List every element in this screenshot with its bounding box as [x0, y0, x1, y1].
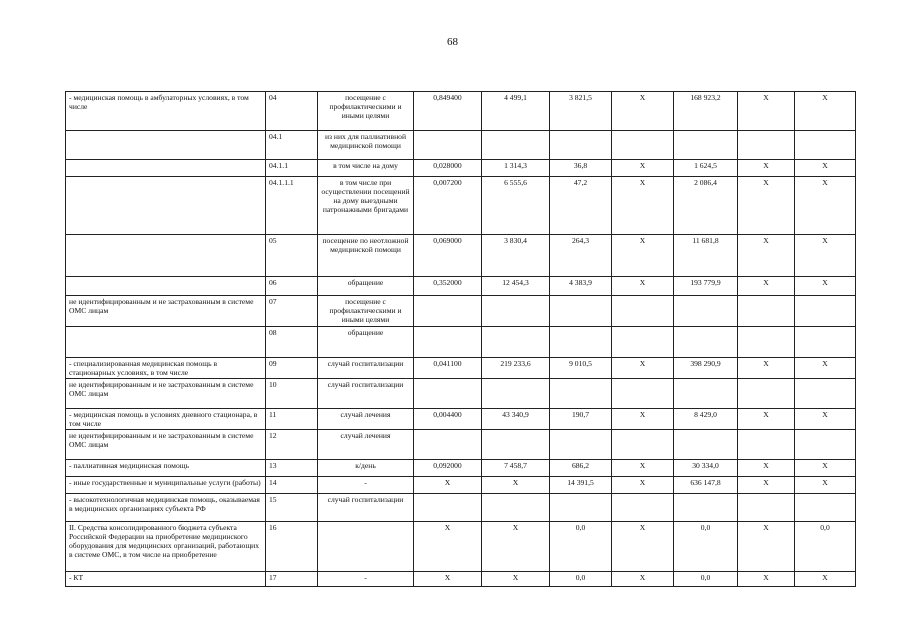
row-code: 04.1 — [266, 131, 318, 160]
row-value-2: 12 454,3 — [482, 277, 550, 296]
row-value-5 — [674, 131, 738, 160]
row-value-6: X — [738, 358, 795, 379]
row-code: 06 — [266, 277, 318, 296]
row-code: 10 — [266, 379, 318, 409]
row-value-3: 3 821,5 — [550, 92, 612, 131]
row-value-6: X — [738, 460, 795, 477]
row-value-4: X — [612, 477, 674, 494]
row-name: - специализированная медицинская помощь в стационарных условиях, в том числе — [66, 358, 266, 379]
row-unit: случай госпитализации — [318, 494, 414, 522]
row-value-4: X — [612, 358, 674, 379]
row-value-1 — [414, 430, 482, 460]
row-value-5: 636 147,8 — [674, 477, 738, 494]
row-value-6: X — [738, 277, 795, 296]
row-value-1: 0,069000 — [414, 235, 482, 277]
row-code: 04.1.1 — [266, 160, 318, 177]
row-value-6: X — [738, 160, 795, 177]
row-value-1: 0,028000 — [414, 160, 482, 177]
row-name — [66, 177, 266, 235]
row-unit: - — [318, 477, 414, 494]
table-row — [66, 92, 856, 131]
row-value-2 — [482, 494, 550, 522]
row-value-3: 0,0 — [550, 572, 612, 587]
row-value-7: X — [795, 277, 856, 296]
row-value-3 — [550, 327, 612, 358]
row-unit — [318, 522, 414, 572]
row-value-7: X — [795, 409, 856, 430]
row-value-7 — [795, 296, 856, 327]
row-name: - КТ — [66, 572, 266, 587]
row-value-3: 36,8 — [550, 160, 612, 177]
row-value-2 — [482, 296, 550, 327]
row-value-3: 190,7 — [550, 409, 612, 430]
table-row — [66, 277, 856, 296]
page-number: 68 — [447, 36, 458, 48]
row-value-1: X — [414, 522, 482, 572]
row-value-6: X — [738, 177, 795, 235]
row-value-5 — [674, 296, 738, 327]
row-code: 07 — [266, 296, 318, 327]
row-value-3 — [550, 494, 612, 522]
row-value-2: X — [482, 572, 550, 587]
row-value-1: X — [414, 477, 482, 494]
row-value-5: 0,0 — [674, 572, 738, 587]
row-value-6 — [738, 494, 795, 522]
row-value-4: X — [612, 572, 674, 587]
row-code: 17 — [266, 572, 318, 587]
row-value-2: 6 555,6 — [482, 177, 550, 235]
row-value-5: 193 779,9 — [674, 277, 738, 296]
row-value-7 — [795, 131, 856, 160]
row-value-6 — [738, 379, 795, 409]
row-value-1 — [414, 131, 482, 160]
row-value-3: 0,0 — [550, 522, 612, 572]
row-value-6: X — [738, 477, 795, 494]
row-unit: случай лечения — [318, 430, 414, 460]
row-name — [66, 131, 266, 160]
table-row — [66, 409, 856, 430]
table-row — [66, 460, 856, 477]
table-row — [66, 358, 856, 379]
row-value-2: 1 314,3 — [482, 160, 550, 177]
row-value-3: 47,2 — [550, 177, 612, 235]
row-value-2 — [482, 430, 550, 460]
row-code: 12 — [266, 430, 318, 460]
row-value-5: 398 290,9 — [674, 358, 738, 379]
row-value-4: X — [612, 460, 674, 477]
row-value-1 — [414, 327, 482, 358]
row-name — [66, 327, 266, 358]
row-value-4: X — [612, 277, 674, 296]
row-unit: в том числе при осуществлении посещений на дому выездными патронажными бригадами — [318, 177, 414, 235]
row-value-6 — [738, 327, 795, 358]
row-value-3: 14 391,5 — [550, 477, 612, 494]
row-value-1 — [414, 379, 482, 409]
row-name: - паллиативная медицинская помощь — [66, 460, 266, 477]
row-value-4 — [612, 379, 674, 409]
row-unit: к/день — [318, 460, 414, 477]
table-row — [66, 177, 856, 235]
table-row — [66, 494, 856, 522]
table-row — [66, 296, 856, 327]
row-unit: посещение с профилактическими и иными целями — [318, 92, 414, 131]
row-value-7: X — [795, 235, 856, 277]
row-value-5: 0,0 — [674, 522, 738, 572]
row-value-2: 219 233,6 — [482, 358, 550, 379]
row-value-4 — [612, 494, 674, 522]
table-row — [66, 522, 856, 572]
row-value-5 — [674, 430, 738, 460]
row-value-7: X — [795, 160, 856, 177]
row-value-6: X — [738, 235, 795, 277]
row-code: 13 — [266, 460, 318, 477]
row-value-5 — [674, 379, 738, 409]
row-code: 08 — [266, 327, 318, 358]
row-unit: обращение — [318, 327, 414, 358]
row-value-5: 1 624,5 — [674, 160, 738, 177]
row-value-4: X — [612, 160, 674, 177]
row-value-6: X — [738, 572, 795, 587]
row-value-1: 0,007200 — [414, 177, 482, 235]
row-value-4: X — [612, 235, 674, 277]
table-row — [66, 477, 856, 494]
row-value-4: X — [612, 92, 674, 131]
row-value-7 — [795, 327, 856, 358]
table-row — [66, 430, 856, 460]
row-value-6: X — [738, 409, 795, 430]
table-row — [66, 160, 856, 177]
row-value-2: X — [482, 522, 550, 572]
table-row — [66, 379, 856, 409]
row-unit: случай госпитализации — [318, 358, 414, 379]
row-unit: - — [318, 572, 414, 587]
row-value-6: X — [738, 522, 795, 572]
row-value-3: 686,2 — [550, 460, 612, 477]
row-value-3 — [550, 131, 612, 160]
row-value-4 — [612, 430, 674, 460]
row-code: 09 — [266, 358, 318, 379]
row-value-1 — [414, 296, 482, 327]
row-value-2: X — [482, 477, 550, 494]
row-value-7: 0,0 — [795, 522, 856, 572]
row-value-5: 8 429,0 — [674, 409, 738, 430]
row-value-7: X — [795, 92, 856, 131]
row-name: II. Средства консолидированного бюджета субъекта Российской Федерации на приобретение медицинского оборудования для медицинских организаций, работающих в системе ОМС, в том числе на приобретение — [66, 522, 266, 572]
row-value-6 — [738, 430, 795, 460]
row-name: не идентифицированным и не застрахованным в системе ОМС лицам — [66, 430, 266, 460]
row-unit: в том числе на дому — [318, 160, 414, 177]
row-unit: посещение с профилактическими и иными целями — [318, 296, 414, 327]
row-value-6 — [738, 131, 795, 160]
row-unit: случай лечения — [318, 409, 414, 430]
row-value-2: 7 458,7 — [482, 460, 550, 477]
row-value-3 — [550, 430, 612, 460]
row-name: - медицинская помощь в амбулаторных условиях, в том числе — [66, 92, 266, 131]
row-code: 11 — [266, 409, 318, 430]
row-value-2: 43 340,9 — [482, 409, 550, 430]
table-row — [66, 327, 856, 358]
row-value-1: 0,352000 — [414, 277, 482, 296]
row-value-3 — [550, 379, 612, 409]
row-value-7: X — [795, 572, 856, 587]
row-value-7: X — [795, 358, 856, 379]
row-value-1: 0,092000 — [414, 460, 482, 477]
row-name — [66, 277, 266, 296]
table-row — [66, 131, 856, 160]
row-value-7: X — [795, 460, 856, 477]
row-unit: из них для паллиативной медицинской помощи — [318, 131, 414, 160]
row-value-2 — [482, 327, 550, 358]
row-value-5 — [674, 494, 738, 522]
row-name: - медицинская помощь в условиях дневного стационара, в том числе — [66, 409, 266, 430]
row-value-7: X — [795, 177, 856, 235]
row-code: 05 — [266, 235, 318, 277]
row-value-7 — [795, 494, 856, 522]
row-value-7 — [795, 379, 856, 409]
row-value-2: 4 499,1 — [482, 92, 550, 131]
row-name: не идентифицированным и не застрахованным в системе ОМС лицам — [66, 296, 266, 327]
row-unit: случай госпитализации — [318, 379, 414, 409]
row-value-4 — [612, 296, 674, 327]
row-value-1 — [414, 494, 482, 522]
row-code: 04.1.1.1 — [266, 177, 318, 235]
row-name — [66, 235, 266, 277]
row-value-3: 264,3 — [550, 235, 612, 277]
row-code: 04 — [266, 92, 318, 131]
row-code: 15 — [266, 494, 318, 522]
row-value-3 — [550, 296, 612, 327]
row-value-2 — [482, 379, 550, 409]
row-value-5: 11 681,8 — [674, 235, 738, 277]
row-value-1: X — [414, 572, 482, 587]
row-code: 16 — [266, 522, 318, 572]
row-value-7: X — [795, 477, 856, 494]
row-value-1: 0,041100 — [414, 358, 482, 379]
row-value-2 — [482, 131, 550, 160]
row-value-4 — [612, 131, 674, 160]
row-value-4: X — [612, 522, 674, 572]
row-value-4 — [612, 327, 674, 358]
row-value-1: 0,004400 — [414, 409, 482, 430]
row-unit: обращение — [318, 277, 414, 296]
row-value-4: X — [612, 409, 674, 430]
row-value-2: 3 830,4 — [482, 235, 550, 277]
row-value-3: 4 383,9 — [550, 277, 612, 296]
budget-table — [65, 91, 856, 587]
table-row — [66, 572, 856, 587]
row-name: не идентифицированным и не застрахованным в системе ОМС лицам — [66, 379, 266, 409]
row-code: 14 — [266, 477, 318, 494]
row-unit: посещение по неотложной медицинской помощи — [318, 235, 414, 277]
row-value-6: X — [738, 92, 795, 131]
row-name: - иные государственные и муниципальные услуги (работы) — [66, 477, 266, 494]
row-value-5: 2 086,4 — [674, 177, 738, 235]
row-value-1: 0,849400 — [414, 92, 482, 131]
row-value-7 — [795, 430, 856, 460]
row-value-3: 9 010,5 — [550, 358, 612, 379]
row-name — [66, 160, 266, 177]
table-row — [66, 235, 856, 277]
row-value-5 — [674, 327, 738, 358]
row-value-4: X — [612, 177, 674, 235]
row-value-5: 168 923,2 — [674, 92, 738, 131]
row-value-5: 30 334,0 — [674, 460, 738, 477]
row-value-6 — [738, 296, 795, 327]
row-name: - высокотехнологичная медицинская помощь, оказываемая в медицинских организациях субъекта РФ — [66, 494, 266, 522]
